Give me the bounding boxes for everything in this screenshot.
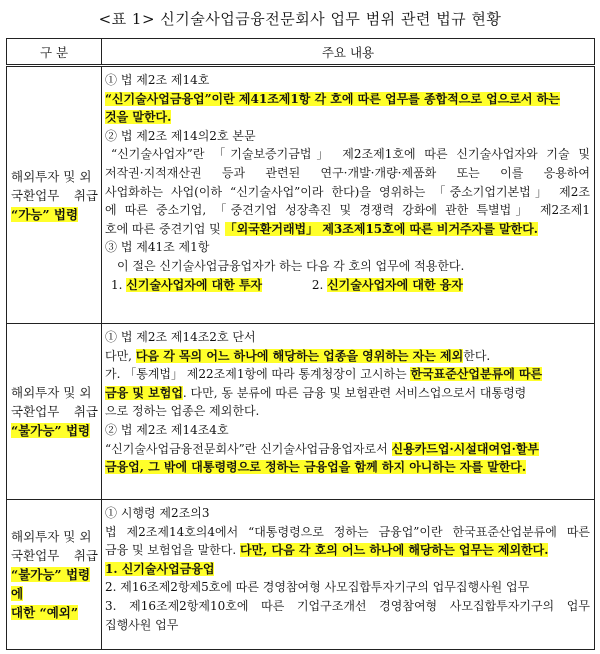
text-line: 이 절은 신기술사업금융업자가 하는 다음 각 호의 업무에 적용한다. [117,258,465,273]
highlighted-text: 금융업, 그 밖에 대통령령으로 정하는 금융업을 함께 하지 아니하는 자를 말한다. [105,460,527,475]
text-line: 법 제2조제14호의4에서 “대통령령으로 정하는 금융업”이란 한국표준산업분류에 따른 [105,524,590,539]
category-line: 국환업무 취급 [11,548,98,563]
table-row [7,66,595,324]
row-content: ① 법 제2조 제14조2호 단서 다만, 다음 각 목의 어느 하나에 해당하는 업종을 영위하는 자는 제외한다. 가. 「통계법」 제22조제1항에 따라 통계청장이 고시하는 한국표준산업분류에 따른 금융 및 보험업. 다만, 동 분류에 따른 금융 및 보험관련 서비스업으로서 대통령령 으로 정하는 업종은 제외한다. ② 법 제2조 제14조4호 “신기술사업금융전문회사”란 신기술사업금융업자로서 신용카드업·시설대여업·할부 금융업, 그 밖에 대통령령으로 정하는 금융업을 함께 하지 아니하는 자를 말한다. [102,324,595,500]
table-row [7,500,595,650]
text-line: ② 법 제2조 제14조4호 [105,422,229,437]
category-line: 해외투자 및 외 [11,168,92,184]
header-category: 구 분 [7,39,102,66]
category-line: 해외투자 및 외 [11,385,92,400]
highlighted-text: 「외국환거래법」 제3조제15호에 따른 비거주자를 말한다. [224,221,538,236]
category-line: 국환업무 취급 [11,187,98,203]
text-line: ① 시행령 제2조의3 [105,506,210,520]
category-line: 해외투자 및 외 [11,529,92,544]
text-line: 으로 정하는 업종은 제외한다. [105,404,260,419]
highlighted-text: 금융 및 보험업 [105,385,183,400]
category-label-exception: 대한 “예외” [11,605,79,620]
highlighted-text: 신용카드업·시설대여업·할부 [391,441,539,456]
table-row [7,324,595,500]
regulation-table [6,38,595,650]
highlighted-text: 한국표준산업분류에 따른 [410,367,543,382]
text-line: ③ 법 제41조 제1항 [105,240,210,255]
text-line: 에 따른 중소기업, 「중견기업 성장촉진 및 경쟁력 강화에 관한 특별법」 제2조제1 [105,203,590,218]
table-header-row [7,39,595,66]
text-line: 저작권·지적재산권 등과 관련된 연구·개발·개량·제품화 또는 이를 응용하여 [105,165,590,180]
header-content: 주요 내용 [102,39,595,66]
text-line: ② 법 제2조 제14의2호 본문 [105,128,256,143]
row-category [7,66,102,324]
text-line: 1. 신기술사업자에 대한 투자 2. 신기술사업자에 대한 융자 [111,277,463,292]
highlighted-text: 다만, 다음 각 호의 어느 하나에 해당하는 업무는 제외한다. [240,543,549,558]
highlighted-text: 다음 각 목의 어느 하나에 해당하는 업종을 영위하는 자는 제외 [135,348,464,363]
table-caption: <표 1> 신기술사업금융전문회사 업무 범위 관련 법규 현황 [98,10,502,28]
text-line: 3. 제16조제2항제10호에 따른 기업구조개선 경영참여형 사모집합투자기구의 업무 [105,598,590,613]
category-line: 국환업무 취급 [11,404,98,419]
text-line: 사업화하는 사업(이하 “신기술사업”이라 한다)을 영위하는 「중소기업기본법」 제2조 [105,184,590,199]
row-category [7,500,102,650]
text-line: ① 법 제2조 제14호 [105,73,210,87]
highlighted-text: “신기술사업금융업”이란 제41조제1항 각 호에 따른 업무를 종합적으로 업으로서 하는 [105,91,560,106]
row-content: ① 법 제2조 제14호 “신기술사업금융업”이란 제41조제1항 각 호에 따른 업무를 종합적으로 업으로서 하는 것을 말한다. ② 법 제2조 제14의2호 본문 “신기술사업자”란 「기술보증기금법」 제2조제1호에 따른 신기술사업자와 기술 및 저작권·지적재산권 등과 관련된 연구·개발·개량·제품화 또는 이를 응용하여 사업화하는 사업(이하 “신기술사업”이라 한다)을 영위하는 「중소기업기본법」 제2조 에 따른 중소기업, 「중견기업 성장촉진 및 경쟁력 강화에 관한 특별법」 제2조제1 호에 따른 중견기업 및 「외국환거래법」 제3조제15호에 따른 비거주자를 말한다. ③ 법 제41조 제1항 이 절은 신기술사업금융업자가 하는 다음 각 호의 업무에 적용한다. 1. 신기술사업자에 대한 투자 2. 신기술사업자에 대한 융자 [102,66,595,324]
text-line: “신기술사업자”란 「기술보증기금법」 제2조제1호에 따른 신기술사업자와 기술 및 [111,147,590,162]
text-line: ① 법 제2조 제14조2호 단서 [105,330,256,344]
highlighted-text: 1. 신기술사업금융업 [105,561,215,576]
text-line: 2. 제16조제2항제5호에 따른 경영참여형 사모집합투자기구의 업무집행사원 업무 [105,580,530,595]
category-label-possible: “가능” 법령 [11,206,79,222]
highlighted-text: 것을 말한다. [105,110,172,125]
text-line: 집행사원 업무 [105,617,179,632]
category-label-impossible: “불가능” 법령 [11,423,91,438]
row-category [7,324,102,500]
category-label-impossible: “불가능” 법령에 [11,567,91,601]
row-content: ① 시행령 제2조의3 법 제2조제14호의4에서 “대통령령으로 정하는 금융업”이란 한국표준산업분류에 따른 금융 및 보험업을 말한다. 다만, 다음 각 호의 어느 하나에 해당하는 업무는 제외한다. 1. 신기술사업금융업 2. 제16조제2항제5호에 따른 경영참여형 사모집합투자기구의 업무집행사원 업무 3. 제16조제2항제10호에 따른 기업구조개선 경영참여형 사모집합투자기구의 업무 집행사원 업무 [102,500,595,650]
